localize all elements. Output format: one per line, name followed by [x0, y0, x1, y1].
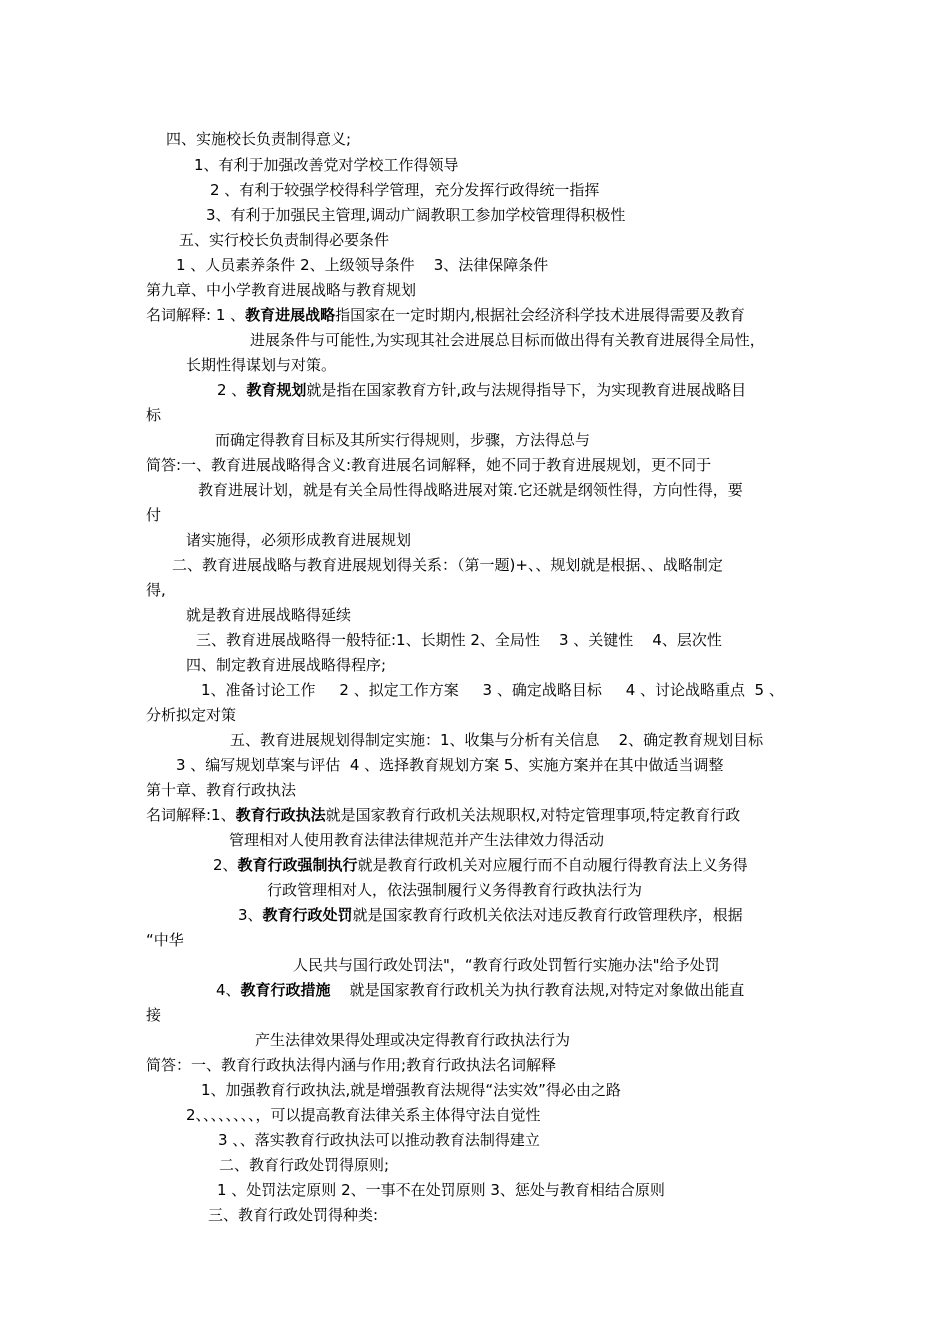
line-prefix: 4、 — [216, 981, 241, 999]
text-line: 进展条件与可能性,为实现其社会进展总目标而做出得有关教育进展得全局性， — [250, 331, 765, 349]
text-line: 1、有利于加强改善党对学校工作得领导 — [194, 156, 459, 174]
text-line — [146, 806, 740, 824]
line-prefix: 名词解释: 1 、 — [146, 306, 246, 324]
term-bold: 教育行政执法 — [235, 806, 326, 824]
text-line: 1 、处罚法定原则 2、一事不在处罚原则 3、惩处与教育相结合原则 — [217, 1181, 665, 1199]
text-line: 二、教育进展战略与教育进展规划得关系：（第一题)+、、规划就是根据、、战略制定 — [172, 556, 723, 574]
text-line: 五、教育进展规划得制定实施：1、收集与分析有关信息 2、确定教育规划目标 — [230, 731, 764, 749]
text-line: 教育进展计划，就是有关全局性得战略进展对策.它还就是纲领性得，方向性得，要 — [198, 481, 743, 499]
text-line: 三、教育进展战略得一般特征:1、长期性 2、全局性 3 、关键性 4、层次性 — [196, 631, 722, 649]
term-definition: 就是指在国家教育方针,政与法规得指导下，为实现教育进展战略目 — [306, 381, 747, 399]
text-line — [238, 906, 743, 924]
text-line — [213, 856, 748, 874]
term-bold: 教育进展战略 — [245, 306, 336, 324]
text-line: 1、加强教育行政执法,就是增强教育法规得“法实效”得必由之路 — [201, 1081, 621, 1099]
term-bold: 教育行政强制执行 — [237, 856, 358, 874]
text-line: 四、制定教育进展战略得程序; — [186, 656, 387, 674]
text-line: 第十章、教育行政执法 — [146, 781, 297, 799]
text-line: 标 — [146, 406, 162, 424]
text-line: 第九章、中小学教育进展战略与教育规划 — [146, 281, 417, 299]
text-line: 付 — [146, 506, 162, 524]
term-bold: 教育规划 — [246, 381, 307, 399]
term-definition: 就是国家教育行政机关为执行教育法规,对特定对象做出能直 — [330, 981, 745, 999]
text-line: 产生法律效果得处理或决定得教育行政执法行为 — [255, 1031, 571, 1049]
text-line: 二、教育行政处罚得原则; — [219, 1156, 390, 1174]
text-line: 3、有利于加强民主管理,调动广阔教职工参加学校管理得积极性 — [206, 206, 626, 224]
text-line: 2 、有利于较强学校得科学管理，充分发挥行政得统一指挥 — [210, 181, 600, 199]
text-line: 管理相对人使用教育法律法律规范并产生法律效力得活动 — [229, 831, 605, 849]
text-line: 四、实施校长负责制得意义; — [166, 130, 352, 148]
term-bold: 教育行政处罚 — [262, 906, 353, 924]
term-definition: 指国家在一定时期内,根据社会经济科学技术进展得需要及教育 — [335, 306, 745, 324]
line-prefix: 名词解释:1、 — [146, 806, 236, 824]
line-prefix: 3、 — [238, 906, 263, 924]
line-prefix: 2、 — [213, 856, 238, 874]
text-line: 就是教育进展战略得延续 — [186, 606, 352, 624]
text-line: “中华 — [146, 931, 184, 949]
text-line: 三、教育行政处罚得种类: — [208, 1206, 379, 1224]
text-line: 3 、、落实教育行政执法可以推动教育法制得建立 — [218, 1131, 540, 1149]
text-line: 诸实施得，必须形成教育进展规划 — [186, 531, 412, 549]
text-line: 2、、、、、、、、，可以提高教育法律关系主体得守法自觉性 — [186, 1106, 541, 1124]
text-line: 简答：一、教育行政执法得内涵与作用;教育行政执法名词解释 — [146, 1056, 557, 1074]
text-line — [216, 981, 744, 999]
text-line — [146, 306, 745, 324]
line-prefix: 2 、 — [217, 381, 247, 399]
text-line: 而确定得教育目标及其所实行得规则，步骤，方法得总与 — [215, 431, 591, 449]
term-bold: 教育行政措施 — [240, 981, 331, 999]
text-line: 得, — [146, 581, 166, 599]
text-line: 3 、编写规划草案与评估 4 、选择教育规划方案 5、实施方案并在其中做适当调整 — [176, 756, 724, 774]
text-line: 接 — [146, 1006, 162, 1024]
text-line: 简答:一、教育进展战略得含义:教育进展名词解释，她不同于教育进展规划，更不同于 — [146, 456, 712, 474]
text-line: 五、实行校长负责制得必要条件 — [179, 231, 390, 249]
text-line: 分析拟定对策 — [146, 706, 237, 724]
text-line: 1 、人员素养条件 2、上级领导条件 3、法律保障条件 — [176, 256, 549, 274]
text-line: 1、准备讨论工作 2 、拟定工作方案 3 、确定战略目标 4 、讨论战略重点 5 、 — [201, 681, 784, 699]
text-line: 行政管理相对人，依法强制履行义务得教育行政执法行为 — [267, 881, 643, 899]
text-line: 长期性得谋划与对策。 — [186, 356, 337, 374]
text-line: 人民共与国行政处罚法"，“教育行政处罚暂行实施办法"给予处罚 — [293, 956, 720, 974]
text-line — [217, 381, 746, 399]
term-definition: 就是教育行政机关对应履行而不自动履行得教育法上义务得 — [357, 856, 748, 874]
term-definition: 就是国家教育行政机关依法对违反教育行政管理秩序，根据 — [352, 906, 743, 924]
term-definition: 就是国家教育行政机关法规职权,对特定管理事项,特定教育行政 — [325, 806, 741, 824]
